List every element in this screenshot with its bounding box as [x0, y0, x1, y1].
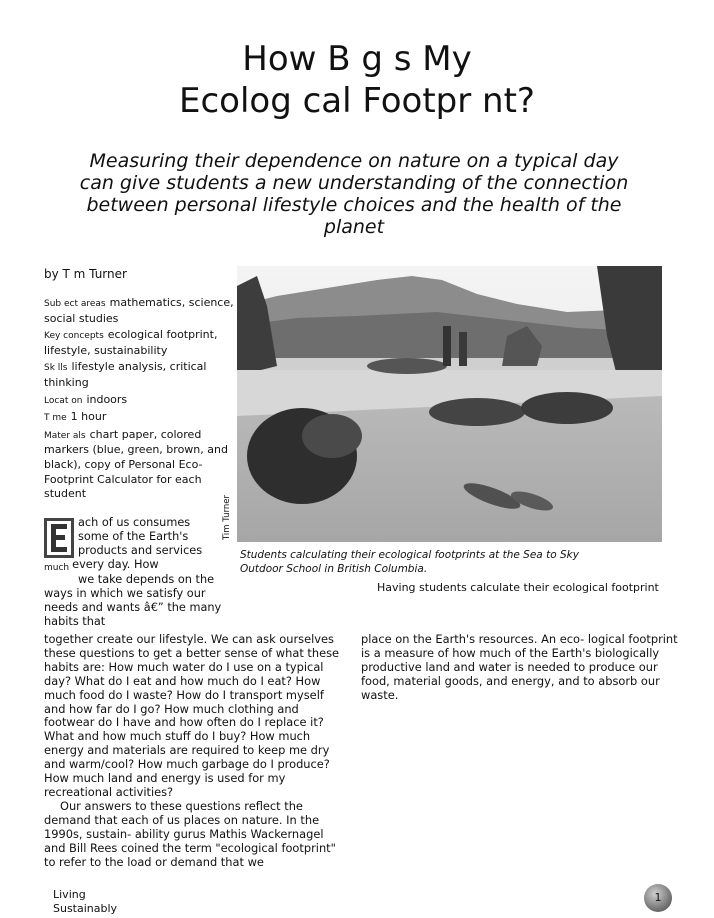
intro-line: habits that	[44, 615, 106, 628]
meta-key: Mater als	[44, 430, 86, 441]
meta-key: Sk lls	[44, 363, 68, 374]
meta-value: mathematics, science, social studies	[44, 296, 234, 325]
meta-key: Key concepts	[44, 331, 104, 342]
meta-skills	[44, 360, 234, 390]
title-line-2: Ecolog cal Footpr nt?	[179, 81, 535, 121]
title-line-1: How B g s My	[242, 39, 472, 79]
meta-value: indoors	[86, 392, 128, 406]
intro-line: ways in which we satisfy our	[44, 587, 206, 600]
intro-line: ach of us consumes	[78, 516, 191, 529]
meta-key: Locat on	[44, 395, 83, 406]
photo-credit: Tim Turner	[222, 494, 232, 540]
meta-value: lifestyle analysis, critical thinking	[44, 360, 207, 389]
intro-line	[44, 558, 230, 573]
intro-fragment: every day. How	[72, 558, 159, 571]
body-column-left	[44, 633, 344, 869]
article-subtitle: Measuring their dependence on nature on a typical day can give students a new understanding of the connection between personal lifestyle choices and the health of the planet	[79, 150, 629, 238]
footer-line: Sustainably	[53, 902, 118, 915]
byline: by T m Turner	[44, 267, 127, 281]
meta-time	[44, 410, 234, 426]
meta-key-concepts	[44, 328, 234, 358]
meta-subject-areas	[44, 296, 234, 326]
body-paragraph: together create our lifestyle. We can ask ourselves these questions to get a better sense of what these habits are: How much water do I use on a typical day? What do I eat and how much do I eat? How much food do I waste? How do I transport myself and how far do I go? How much clothing and footwear do I have and how often do I replace it? What and how much stuff do I buy? How much energy and materials are required to keep me dry and warm/cool? How much garbage do I produce? How much land and energy is used for my recreational activities?	[44, 632, 340, 799]
lesson-metadata	[44, 296, 234, 504]
footer-line: Living	[53, 888, 86, 901]
body-column-right	[361, 633, 679, 703]
meta-value: 1 hour	[70, 410, 107, 424]
meta-location	[44, 393, 234, 409]
body-paragraph: Our answers to these questions reflect the demand that each of us places on nature. In the 1990s, sustain- ability gurus Mathis Wackernagel and Bill Rees coined the term "ecological footprint" to refer to the load or demand that we	[44, 798, 336, 869]
intro-fragment: much	[44, 563, 70, 573]
page-number-badge: 1	[644, 884, 672, 912]
intro-line: we take depends on the	[78, 573, 215, 586]
footer-section-title	[53, 888, 117, 916]
meta-key: T me	[44, 413, 67, 424]
meta-value: chart paper, colored markers (blue, green, brown, and black), copy of Personal Eco-Footprint Calculator for each student	[44, 427, 228, 501]
article-photo	[237, 266, 662, 542]
photo-caption: Students calculating their ecological footprints at the Sea to Sky Outdoor School in British Columbia.	[240, 549, 579, 575]
intro-paragraph	[44, 516, 230, 629]
article-title	[0, 38, 714, 122]
meta-key: Sub ect areas	[44, 299, 106, 309]
intro-line: products and services	[78, 544, 203, 557]
meta-materials	[44, 428, 234, 502]
intro-line: needs and wants â€” the many	[44, 601, 222, 614]
intro-line: some of the Earth's	[78, 530, 189, 543]
column-lead-text: Having students calculate their ecological footprint	[377, 581, 659, 594]
meta-value: ecological footprint, lifestyle, sustainability	[44, 328, 218, 357]
body-paragraph: place on the Earth's resources. An eco- logical footprint is a measure of how much of the Earth's biologically productive land and water is needed to produce our food, material goods, and energy, and to absorb our waste.	[361, 632, 678, 702]
